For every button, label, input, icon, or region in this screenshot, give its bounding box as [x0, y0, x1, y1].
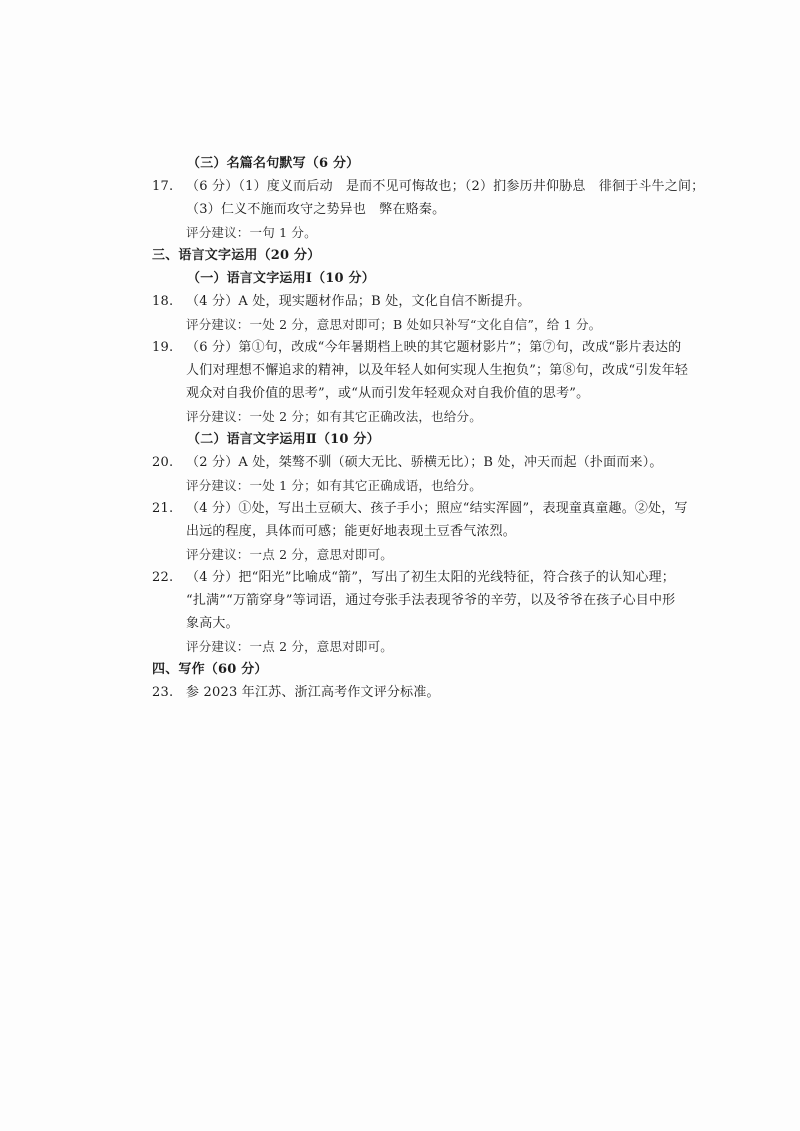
- question-18-number: 18.: [152, 294, 174, 309]
- question-20-number: 20.: [152, 455, 174, 470]
- question-17-line-2: （3）仁义不施而攻守之势异也 弊在赂秦。: [186, 202, 446, 217]
- question-18-line-1: （4 分）A 处，现实题材作品；B 处，文化自信不断提升。: [186, 294, 531, 309]
- question-18-scoring-note: 评分建议：一处 2 分，意思对即可；B 处如只补写“文化自信”，给 1 分。: [186, 317, 602, 332]
- question-22-line-1: （4 分）把“阳光”比喻成“箭”，写出了初生太阳的光线特征，符合孩子的认知心理；: [186, 570, 675, 585]
- question-22-line-3: 象高大。: [186, 616, 239, 631]
- question-19-line-2: 人们对理想不懈追求的精神，以及年轻人如何实现人生抱负”；第⑧句，改成“引发年轻: [186, 363, 689, 378]
- question-17-number: 17.: [152, 179, 174, 194]
- question-22-line-2: “扎满”“万箭穿身”等词语，通过夸张手法表现爷爷的辛劳，以及爷爷在孩子心目中形: [186, 593, 676, 608]
- subsection-two-heading: （二）语言文字运用Ⅱ（10 分）: [187, 432, 380, 447]
- question-23-number: 23.: [152, 685, 174, 700]
- question-22-scoring-note: 评分建议：一点 2 分，意思对即可。: [186, 639, 394, 654]
- section-four-heading: 四、写作（60 分）: [152, 662, 268, 677]
- question-20-scoring-note: 评分建议：一处 1 分；如有其它正确成语，也给分。: [186, 478, 482, 493]
- subsection-one-heading: （一）语言文字运用Ⅰ（10 分）: [187, 271, 375, 286]
- question-19-line-3: 观众对自我价值的思考”，或“从而引发年轻观众对自我价值的思考”。: [186, 386, 590, 401]
- question-19-number: 19.: [152, 340, 174, 355]
- question-23-line-1: 参 2023 年江苏、浙江高考作文评分标准。: [186, 685, 440, 700]
- question-21-line-1: （4 分）①处，写出土豆硕大、孩子手小；照应“结实浑圆”，表现童真童趣。②处，写: [186, 501, 688, 516]
- section-three-heading: 三、语言文字运用（20 分）: [152, 248, 321, 263]
- question-21-scoring-note: 评分建议：一点 2 分，意思对即可。: [186, 547, 394, 562]
- question-22-number: 22.: [152, 570, 174, 585]
- subsection-3-heading: （三）名篇名句默写（6 分）: [187, 156, 360, 171]
- question-17-scoring-note: 评分建议：一句 1 分。: [186, 225, 317, 240]
- question-17-line-1: （6 分）（1）度义而后动 是而不见可悔故也；（2）扪参历井仰胁息 徘徊于斗牛之间；: [186, 179, 705, 194]
- question-19-line-1: （6 分）第①句，改成“今年暑期档上映的其它题材影片”；第⑦句，改成“影片表达的: [186, 340, 682, 355]
- question-20-line-1: （2 分）A 处，桀骜不驯（硕大无比、骄横无比）；B 处，冲天而起（扑面而来）。: [186, 455, 663, 470]
- question-19-scoring-note: 评分建议：一处 2 分；如有其它正确改法，也给分。: [186, 409, 482, 424]
- question-21-number: 21.: [152, 501, 174, 516]
- question-21-line-2: 出远的程度，具体而可感；能更好地表现土豆香气浓烈。: [186, 524, 517, 539]
